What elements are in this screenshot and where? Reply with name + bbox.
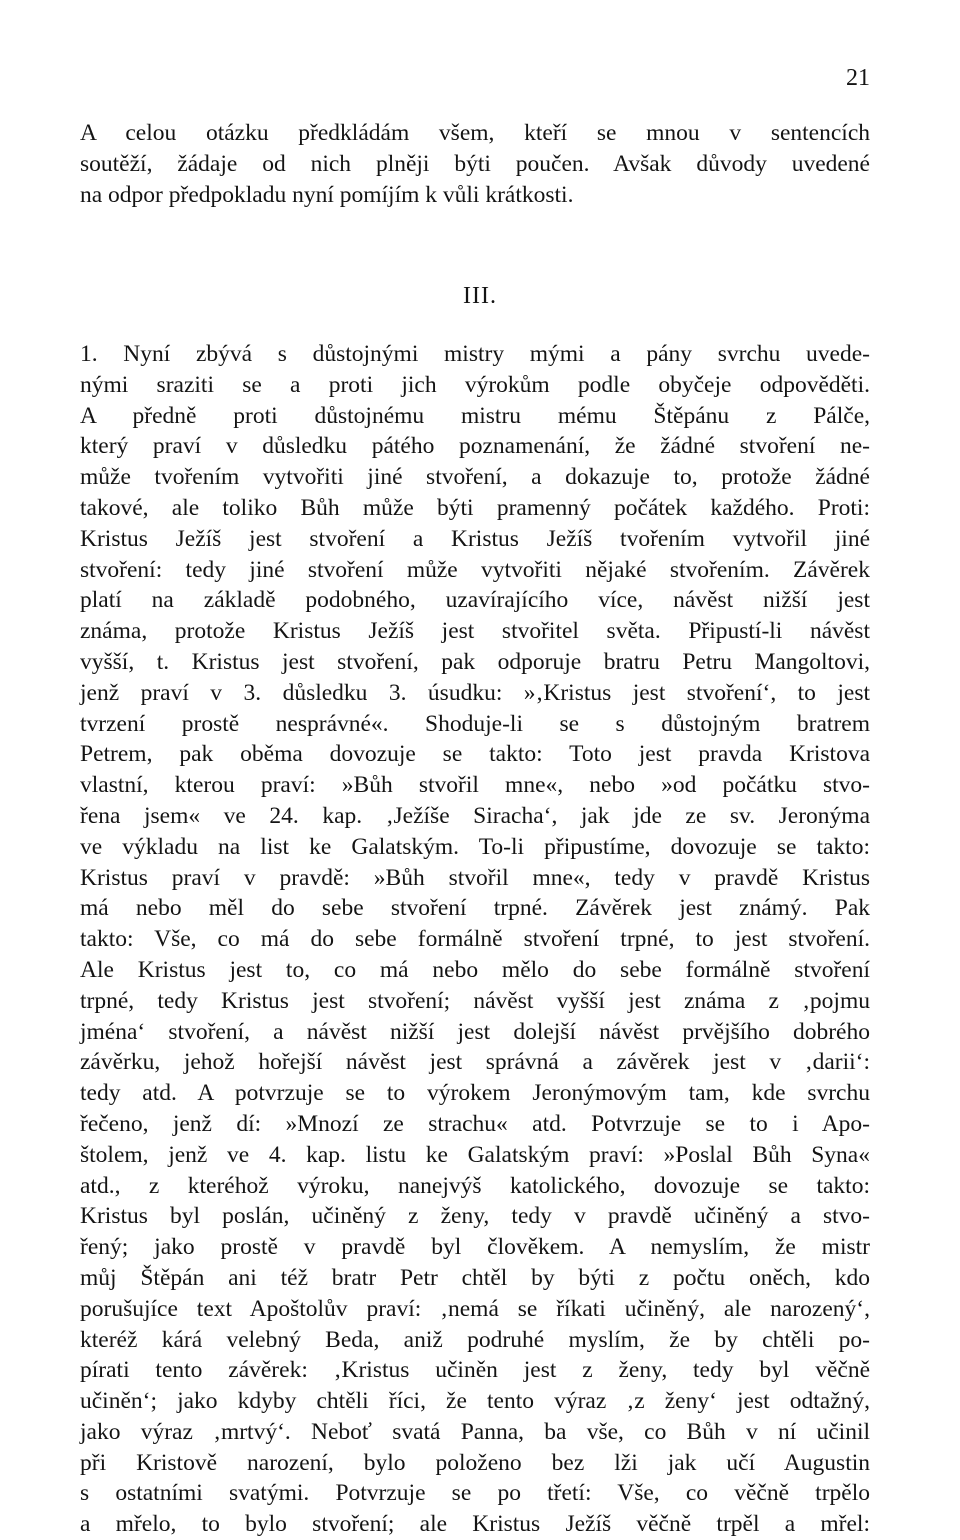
text-line: Kristus praví v pravdě: »Bůh stvořil mne«, tedy v pravdě Kristus	[80, 864, 870, 891]
page-number: 21	[846, 65, 870, 91]
section-paragraph	[80, 339, 870, 1540]
text-line: při Kristově narození, bylo položeno bez lži jak učí Augustin	[80, 1449, 870, 1476]
text-line: s ostatními svatými. Potvrzuje se po třetí: Vše, co věčně trpělo	[80, 1480, 870, 1507]
text-line: soutěží, žádaje od nich plněji býti poučen. Avšak důvody uvedené	[80, 150, 870, 177]
text-line: tvrzení prostě nesprávné«. Shoduje-li se s důstojným bratrem	[80, 710, 870, 737]
text-line: Kristus Ježíš jest stvoření a Kristus Ježíš tvořením vytvořil jiné	[80, 525, 870, 552]
text-line: vlastní, kterou praví: »Bůh stvořil mne«, nebo »od počátku stvo-	[80, 772, 870, 799]
text-line: řečeno, jenž dí: »Mnozí ze strachu« atd. Potvrzuje se to i Apo-	[80, 1110, 870, 1137]
text-line: kteréž kárá velebný Beda, aniž podruhé myslím, že by chtěli po-	[80, 1326, 870, 1353]
text-line: tedy atd. A potvrzuje se to výrokem Jeronýmovým tam, kde svrchu	[80, 1080, 870, 1107]
text-line: porušujíce text Apoštolův praví: ‚nemá se říkati učiněný, ale narozený‘,	[80, 1295, 870, 1322]
text-line: jména‘ stvoření, a návěst nižší jest dolejší návěst prvějšího dobrého	[80, 1018, 870, 1045]
text-line: takové, ale toliko Bůh může býti pramenný počátek každého. Proti:	[80, 494, 870, 521]
text-line: jenž praví v 3. důsledku 3. úsudku: »‚Kristus jest stvoření‘, to jest	[80, 679, 870, 706]
text-line: řený; jako prostě v pravdě byl člověkem. A nemyslím, že mistr	[80, 1234, 870, 1261]
text-line: může tvořením vytvořiti jiné stvoření, a dokazuje to, protože žádné	[80, 464, 870, 491]
text-line: A celou otázku předkládám všem, kteří se mnou v sentencích	[80, 120, 870, 146]
text-line: Ale Kristus jest to, co má nebo mělo do sebe formálně stvoření	[80, 956, 870, 983]
text-line: štolem, jenž ve 4. kap. listu ke Galatským praví: »Poslal Bůh Syna«	[80, 1141, 870, 1168]
text-line: má nebo měl do sebe stvoření trpné. Závěrek jest známý. Pak	[80, 895, 870, 922]
text-line: stvoření: tedy jiné stvoření může vytvořiti nějaké stvořením. Závěrek	[80, 556, 870, 583]
text-line: trpné, tedy Kristus jest stvoření; návěst vyšší jest známa z ‚pojmu	[80, 987, 870, 1014]
text-line: a mřelo, to bylo stvoření; ale Kristus Ježíš věčně trpěl a mřel:	[80, 1511, 870, 1538]
text-line: učiněn‘; jako kdyby chtěli říci, že tento výraz ‚z ženy‘ jest odtažný,	[80, 1388, 870, 1415]
text-line: na odpor předpokladu nyní pomíjím k vůli krátkosti.	[80, 181, 574, 208]
text-line: A předně proti důstojnému mistru mému Štěpánu z Pálče,	[80, 402, 870, 429]
intro-paragraph	[80, 118, 870, 210]
text-line: pírati tento závěrek: ‚Kristus učiněn jest z ženy, tedy byl věčně	[80, 1357, 870, 1384]
section-heading: III.	[463, 283, 497, 309]
text-line: řena jsem« ve 24. kap. ‚Ježíše Siracha‘, jak jde ze sv. Jeronýma	[80, 802, 870, 829]
text-line: platí na základě podobného, uzavírajícího více, návěst nižší jest	[80, 587, 870, 614]
text-line: závěrku, jehož hořejší návěst jest správná a závěrek jest v ‚darii‘:	[80, 1049, 870, 1076]
text-line: takto: Vše, co má do sebe formálně stvoření trpné, to jest stvoření.	[80, 926, 870, 953]
text-line: 1. Nyní zbývá s důstojnými mistry mými a pány svrchu uvede-	[80, 341, 870, 367]
text-line: ve výkladu na list ke Galatským. To-li připustíme, dovozuje se takto:	[80, 833, 870, 860]
text-line: vyšší, t. Kristus jest stvoření, pak odporuje bratru Petru Mangoltovi,	[80, 648, 870, 675]
text-line: který praví v důsledku pátého poznamenání, že žádné stvoření ne-	[80, 433, 870, 460]
text-line: známa, protože Kristus Ježíš jest stvořitel světa. Připustí-li návěst	[80, 618, 870, 645]
text-line: Kristus byl poslán, učiněný z ženy, tedy v pravdě učiněný a stvo-	[80, 1203, 870, 1230]
text-line: můj Štěpán ani též bratr Petr chtěl by býti z počtu oněch, kdo	[80, 1264, 870, 1291]
text-line: nými sraziti se a proti jich výrokům podle obyčeje odpověděti.	[80, 371, 870, 398]
text-line: jako výraz ‚mrtvý‘. Neboť svatá Panna, ba vše, co Bůh v ní učinil	[80, 1418, 870, 1445]
text-line: atd., z kteréhož výroku, nanejvýš katolického, dovozuje se takto:	[80, 1172, 870, 1199]
text-line: Petrem, pak oběma dovozuje se takto: Toto jest pravda Kristova	[80, 741, 870, 768]
